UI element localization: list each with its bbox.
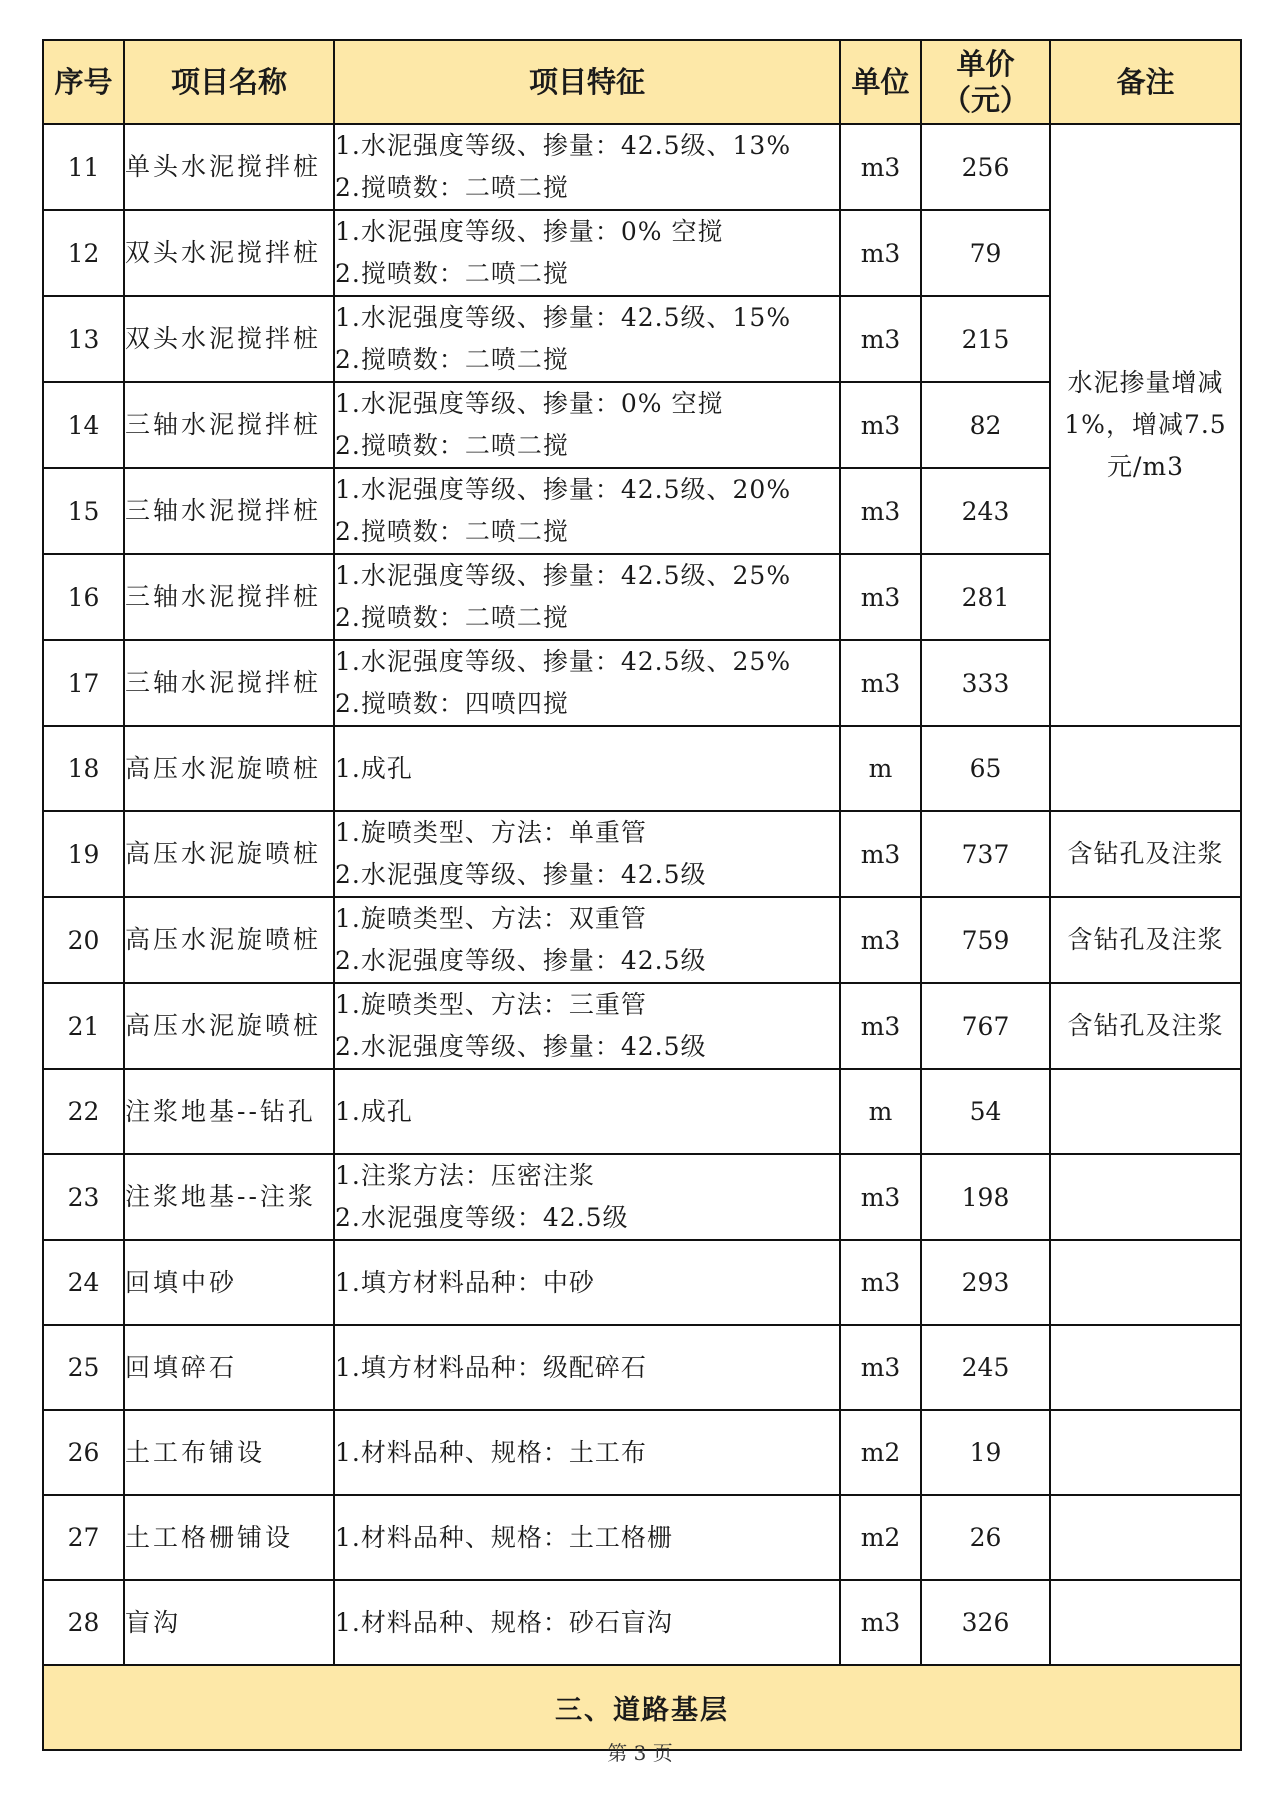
- row-item-name: 注浆地基--注浆: [124, 1154, 334, 1240]
- row-features: [334, 1410, 840, 1495]
- header-seq: 序号: [43, 40, 124, 124]
- row-seq: 11: [43, 124, 124, 210]
- row-seq: 19: [43, 811, 124, 897]
- table-row: [43, 1580, 1241, 1665]
- table-row: [43, 1410, 1241, 1495]
- table-row: [43, 726, 1241, 811]
- row-unit: m3: [840, 1240, 921, 1325]
- row-features: [334, 468, 840, 554]
- row-unit: m3: [840, 554, 921, 640]
- feature-line: 1.材料品种、规格：砂石盲沟: [335, 1607, 673, 1637]
- row-features: [334, 382, 840, 468]
- feature-line: 1.填方材料品种：中砂: [335, 1267, 595, 1297]
- feature-line: 2.搅喷数：四喷四搅: [335, 689, 569, 718]
- row-item-name: 注浆地基--钻孔: [124, 1069, 334, 1154]
- row-features: [334, 897, 840, 983]
- row-unit-price: 245: [921, 1325, 1050, 1410]
- row-unit-price: 767: [921, 983, 1050, 1069]
- row-unit-price: 281: [921, 554, 1050, 640]
- row-item-name: 回填中砂: [124, 1240, 334, 1325]
- row-features: [334, 554, 840, 640]
- row-remark: [1050, 1325, 1241, 1410]
- row-features: [334, 726, 840, 811]
- row-seq: 24: [43, 1240, 124, 1325]
- table-row: [43, 124, 1241, 210]
- feature-line: 1.水泥强度等级、掺量：42.5级、13%: [335, 131, 792, 160]
- row-unit: m3: [840, 811, 921, 897]
- row-unit: m3: [840, 1580, 921, 1665]
- row-seq: 13: [43, 296, 124, 382]
- row-remark: [1050, 1154, 1241, 1240]
- header-unit-price: 单价（元）: [921, 40, 1050, 124]
- table-body: [43, 124, 1241, 1750]
- row-features: [334, 296, 840, 382]
- header-unit: 单位: [840, 40, 921, 124]
- row-item-name: 三轴水泥搅拌桩: [124, 382, 334, 468]
- feature-line: 1.材料品种、规格：土工布: [335, 1437, 647, 1467]
- row-unit: m3: [840, 897, 921, 983]
- row-features: [334, 210, 840, 296]
- row-item-name: 高压水泥旋喷桩: [124, 726, 334, 811]
- row-unit: m3: [840, 1154, 921, 1240]
- row-unit-price: 293: [921, 1240, 1050, 1325]
- row-item-name: 高压水泥旋喷桩: [124, 897, 334, 983]
- table-row: [43, 1240, 1241, 1325]
- row-seq: 17: [43, 640, 124, 726]
- feature-line: 1.成孔: [335, 753, 413, 783]
- row-remark: [1050, 1580, 1241, 1665]
- row-item-name: 盲沟: [124, 1580, 334, 1665]
- row-seq: 16: [43, 554, 124, 640]
- row-remark: 含钻孔及注浆: [1050, 897, 1241, 983]
- feature-line: 1.水泥强度等级、掺量：0% 空搅: [335, 389, 724, 418]
- feature-line: 1.旋喷类型、方法：双重管: [335, 904, 647, 933]
- feature-line: 2.搅喷数：二喷二搅: [335, 431, 569, 460]
- row-seq: 22: [43, 1069, 124, 1154]
- feature-line: 2.水泥强度等级、掺量：42.5级: [335, 860, 707, 889]
- row-seq: 18: [43, 726, 124, 811]
- table-row: [43, 897, 1241, 983]
- row-unit: m3: [840, 1325, 921, 1410]
- row-unit-price: 65: [921, 726, 1050, 811]
- feature-line: 1.水泥强度等级、掺量：0% 空搅: [335, 217, 724, 246]
- row-item-name: 三轴水泥搅拌桩: [124, 554, 334, 640]
- row-unit-price: 19: [921, 1410, 1050, 1495]
- row-features: [334, 1069, 840, 1154]
- row-features: [334, 1240, 840, 1325]
- row-unit: m: [840, 1069, 921, 1154]
- row-item-name: 土工格栅铺设: [124, 1495, 334, 1580]
- row-features: [334, 1154, 840, 1240]
- row-item-name: 高压水泥旋喷桩: [124, 811, 334, 897]
- table-row: [43, 1325, 1241, 1410]
- row-features: [334, 811, 840, 897]
- row-remark: [1050, 726, 1241, 811]
- row-remark: [1050, 1495, 1241, 1580]
- feature-line: 1.注浆方法：压密注浆: [335, 1161, 595, 1190]
- row-unit: m3: [840, 983, 921, 1069]
- feature-line: 1.材料品种、规格：土工格栅: [335, 1522, 673, 1552]
- feature-line: 1.水泥强度等级、掺量：42.5级、20%: [335, 475, 792, 504]
- row-remark: [1050, 1410, 1241, 1495]
- table-row: [43, 811, 1241, 897]
- feature-line: 1.旋喷类型、方法：三重管: [335, 990, 647, 1019]
- row-unit-price: 54: [921, 1069, 1050, 1154]
- row-seq: 15: [43, 468, 124, 554]
- row-unit-price: 333: [921, 640, 1050, 726]
- feature-line: 1.水泥强度等级、掺量：42.5级、25%: [335, 561, 792, 590]
- row-unit-price: 326: [921, 1580, 1050, 1665]
- row-unit: m3: [840, 640, 921, 726]
- row-unit: m3: [840, 296, 921, 382]
- row-item-name: 高压水泥旋喷桩: [124, 983, 334, 1069]
- header-item-features: 项目特征: [334, 40, 840, 124]
- row-seq: 27: [43, 1495, 124, 1580]
- row-unit: m: [840, 726, 921, 811]
- row-remark: [1050, 1069, 1241, 1154]
- row-features: [334, 983, 840, 1069]
- row-unit-price: 243: [921, 468, 1050, 554]
- row-remark: 含钻孔及注浆: [1050, 983, 1241, 1069]
- row-seq: 12: [43, 210, 124, 296]
- row-seq: 21: [43, 983, 124, 1069]
- row-features: [334, 1325, 840, 1410]
- row-unit: m3: [840, 382, 921, 468]
- header-remarks: 备注: [1050, 40, 1241, 124]
- row-unit: m3: [840, 124, 921, 210]
- table-header-row: [43, 40, 1241, 124]
- table-row: [43, 1495, 1241, 1580]
- row-item-name: 双头水泥搅拌桩: [124, 210, 334, 296]
- row-unit-price: 79: [921, 210, 1050, 296]
- row-unit-price: 198: [921, 1154, 1050, 1240]
- row-features: [334, 1580, 840, 1665]
- row-seq: 20: [43, 897, 124, 983]
- table-row: [43, 1069, 1241, 1154]
- feature-line: 2.水泥强度等级、掺量：42.5级: [335, 946, 707, 975]
- row-seq: 25: [43, 1325, 124, 1410]
- row-unit: m3: [840, 468, 921, 554]
- feature-line: 2.水泥强度等级：42.5级: [335, 1203, 629, 1232]
- row-unit-price: 26: [921, 1495, 1050, 1580]
- feature-line: 2.搅喷数：二喷二搅: [335, 345, 569, 374]
- row-unit-price: 82: [921, 382, 1050, 468]
- row-item-name: 回填碎石: [124, 1325, 334, 1410]
- table-row: [43, 983, 1241, 1069]
- row-unit: m2: [840, 1410, 921, 1495]
- row-item-name: 三轴水泥搅拌桩: [124, 468, 334, 554]
- feature-line: 2.搅喷数：二喷二搅: [335, 173, 569, 202]
- feature-line: 2.搅喷数：二喷二搅: [335, 517, 569, 546]
- row-item-name: 双头水泥搅拌桩: [124, 296, 334, 382]
- row-item-name: 三轴水泥搅拌桩: [124, 640, 334, 726]
- row-seq: 26: [43, 1410, 124, 1495]
- feature-line: 2.搅喷数：二喷二搅: [335, 603, 569, 632]
- row-item-name: 单头水泥搅拌桩: [124, 124, 334, 210]
- row-features: [334, 124, 840, 210]
- merged-remark: 水泥掺量增减1%，增减7.5元/m3: [1050, 124, 1241, 726]
- feature-line: 1.填方材料品种：级配碎石: [335, 1352, 647, 1382]
- feature-line: 2.水泥强度等级、掺量：42.5级: [335, 1032, 707, 1061]
- row-item-name: 土工布铺设: [124, 1410, 334, 1495]
- row-unit: m2: [840, 1495, 921, 1580]
- row-features: [334, 1495, 840, 1580]
- table-row: [43, 1154, 1241, 1240]
- page-number: 第 3 页: [607, 1741, 673, 1765]
- row-unit-price: 759: [921, 897, 1050, 983]
- row-features: [334, 640, 840, 726]
- row-remark: [1050, 1240, 1241, 1325]
- feature-line: 1.水泥强度等级、掺量：42.5级、15%: [335, 303, 792, 332]
- header-item-name: 项目名称: [124, 40, 334, 124]
- feature-line: 1.水泥强度等级、掺量：42.5级、25%: [335, 647, 792, 676]
- row-unit-price: 737: [921, 811, 1050, 897]
- section-title: 三、道路基层: [43, 1665, 1241, 1750]
- row-unit-price: 256: [921, 124, 1050, 210]
- row-seq: 23: [43, 1154, 124, 1240]
- feature-line: 2.搅喷数：二喷二搅: [335, 259, 569, 288]
- feature-line: 1.旋喷类型、方法：单重管: [335, 818, 647, 847]
- price-table: [42, 39, 1242, 1751]
- row-unit-price: 215: [921, 296, 1050, 382]
- row-unit: m3: [840, 210, 921, 296]
- row-seq: 14: [43, 382, 124, 468]
- feature-line: 1.成孔: [335, 1096, 413, 1126]
- row-seq: 28: [43, 1580, 124, 1665]
- row-remark: 含钻孔及注浆: [1050, 811, 1241, 897]
